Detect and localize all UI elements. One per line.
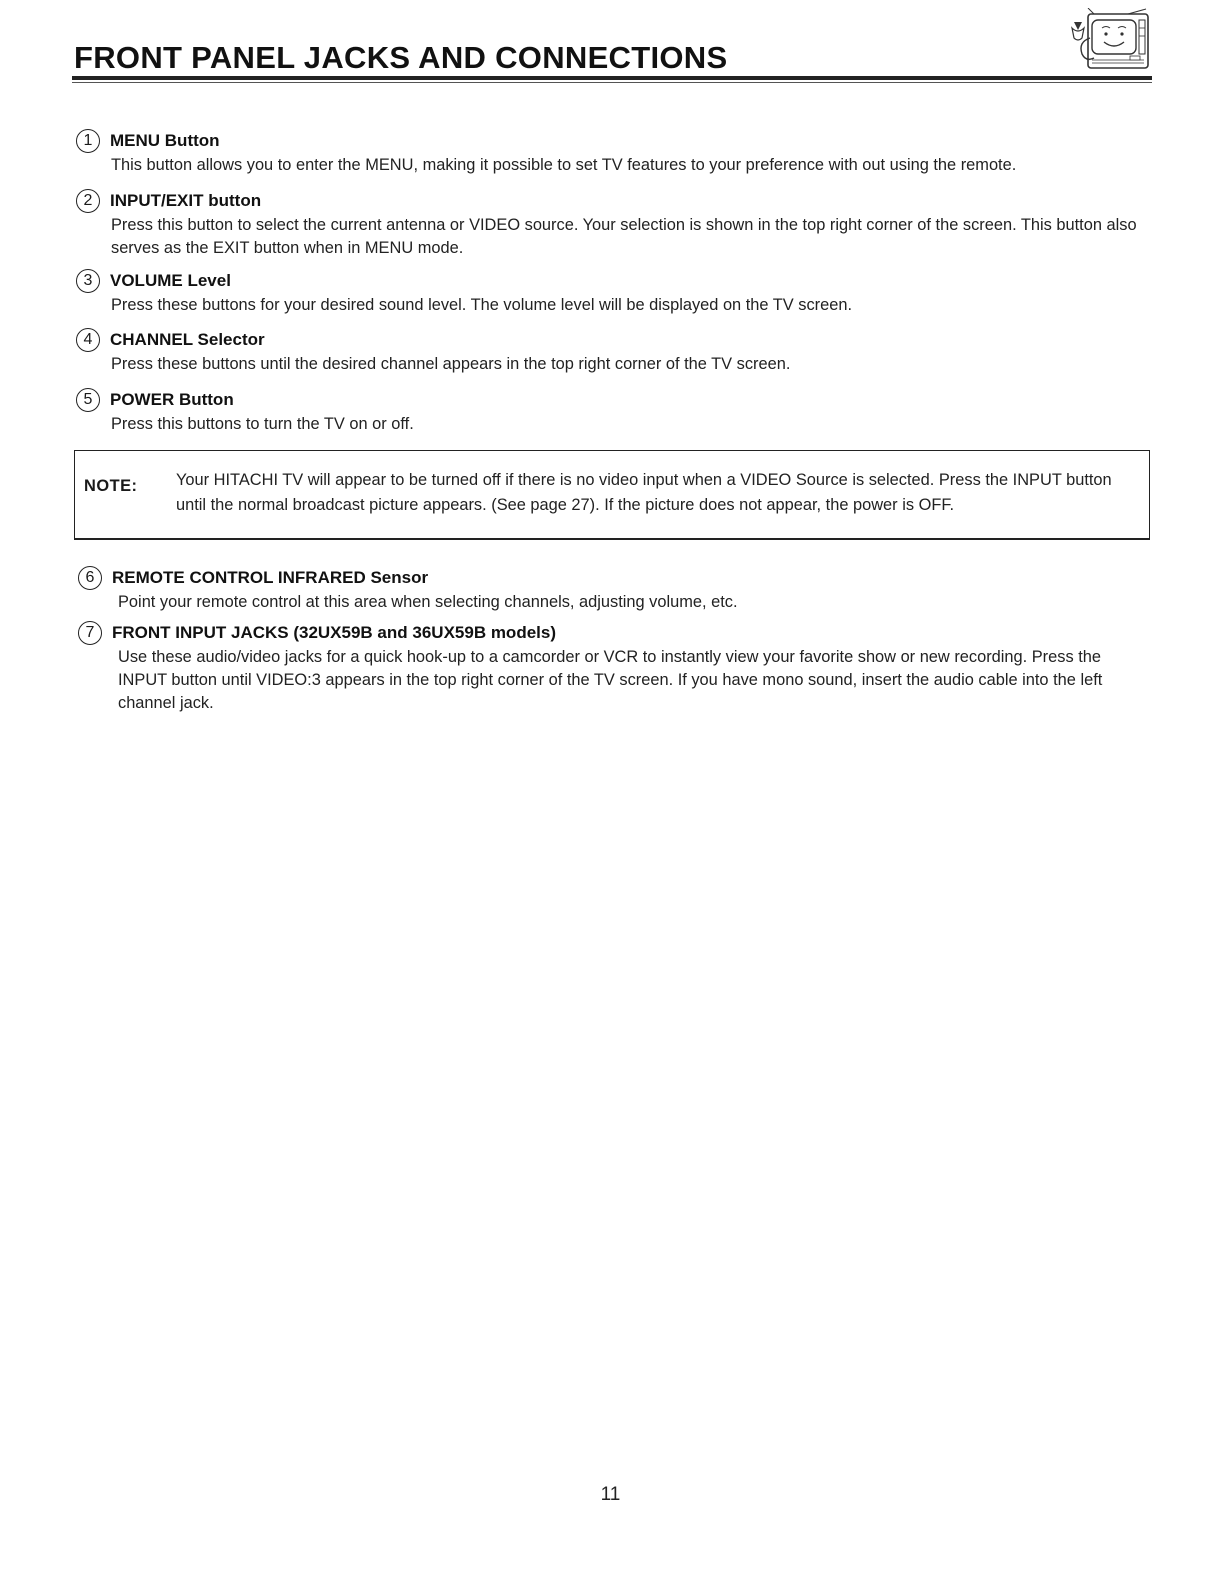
tv-mascot-icon bbox=[1068, 8, 1152, 74]
item-header bbox=[78, 565, 1158, 591]
item-number-circle: 7 bbox=[78, 621, 102, 645]
title-rule bbox=[72, 76, 1152, 80]
page-number: 11 bbox=[600, 1484, 621, 1505]
note-label: NOTE: bbox=[84, 477, 138, 495]
list-item-volume-level bbox=[76, 268, 1156, 317]
item-title: MENU Button bbox=[110, 131, 220, 150]
item-description: Press these buttons until the desired channel appears in the top right corner of the TV screen. bbox=[111, 355, 791, 373]
note-text: Your HITACHI TV will appear to be turned off if there is no video input when a VIDEO Source is selected. Press the INPUT button until the normal broadcast picture appears. (See page 27). If the picture does not appear, the power is OFF. bbox=[176, 471, 1112, 514]
list-item-input-exit-button bbox=[76, 188, 1156, 260]
list-item-remote-sensor bbox=[78, 565, 1158, 614]
item-title: CHANNEL Selector bbox=[110, 330, 265, 349]
page-title: FRONT PANEL JACKS AND CONNECTIONS bbox=[74, 40, 728, 75]
item-title: INPUT/EXIT button bbox=[110, 191, 262, 210]
item-description: Point your remote control at this area when selecting channels, adjusting volume, etc. bbox=[118, 593, 738, 611]
note-box bbox=[74, 450, 1150, 540]
list-item-menu-button bbox=[76, 128, 1156, 177]
item-header bbox=[76, 188, 1156, 214]
item-number-circle: 2 bbox=[76, 189, 100, 213]
item-description: Use these audio/video jacks for a quick hook-up to a camcorder or VCR to instantly view your favorite show or new recording. Press the INPUT button until VIDEO:3 appears in the top right corner of the TV screen. If you have mono sound, insert the audio cable into the left channel jack. bbox=[118, 648, 1103, 712]
item-title: FRONT INPUT JACKS (32UX59B and 36UX59B models) bbox=[112, 623, 556, 642]
item-header bbox=[76, 268, 1156, 294]
list-item-channel-selector bbox=[76, 327, 1156, 376]
item-header bbox=[76, 387, 1156, 413]
item-title: POWER Button bbox=[110, 390, 234, 409]
item-description: Press this button to select the current antenna or VIDEO source. Your selection is shown in the top right corner of the screen. This button also serves as the EXIT button when in MENU mode. bbox=[111, 216, 1137, 257]
item-description: Press this buttons to turn the TV on or off. bbox=[111, 415, 414, 433]
item-header bbox=[78, 620, 1154, 646]
item-header bbox=[76, 327, 1156, 353]
item-number-circle: 1 bbox=[76, 129, 100, 153]
item-number-circle: 6 bbox=[78, 566, 102, 590]
item-number-circle: 3 bbox=[76, 269, 100, 293]
title-rule-thin bbox=[72, 82, 1152, 83]
item-title: REMOTE CONTROL INFRARED Sensor bbox=[112, 568, 429, 587]
item-number-circle: 5 bbox=[76, 388, 100, 412]
item-description: This button allows you to enter the MENU, making it possible to set TV features to your preference with out using the remote. bbox=[111, 156, 1017, 174]
list-item-power-button bbox=[76, 387, 1156, 436]
item-title: VOLUME Level bbox=[110, 271, 231, 290]
item-description: Press these buttons for your desired sound level. The volume level will be displayed on the TV screen. bbox=[111, 296, 853, 314]
item-number-circle: 4 bbox=[76, 328, 100, 352]
item-header bbox=[76, 128, 1156, 154]
list-item-front-input-jacks bbox=[78, 620, 1154, 715]
